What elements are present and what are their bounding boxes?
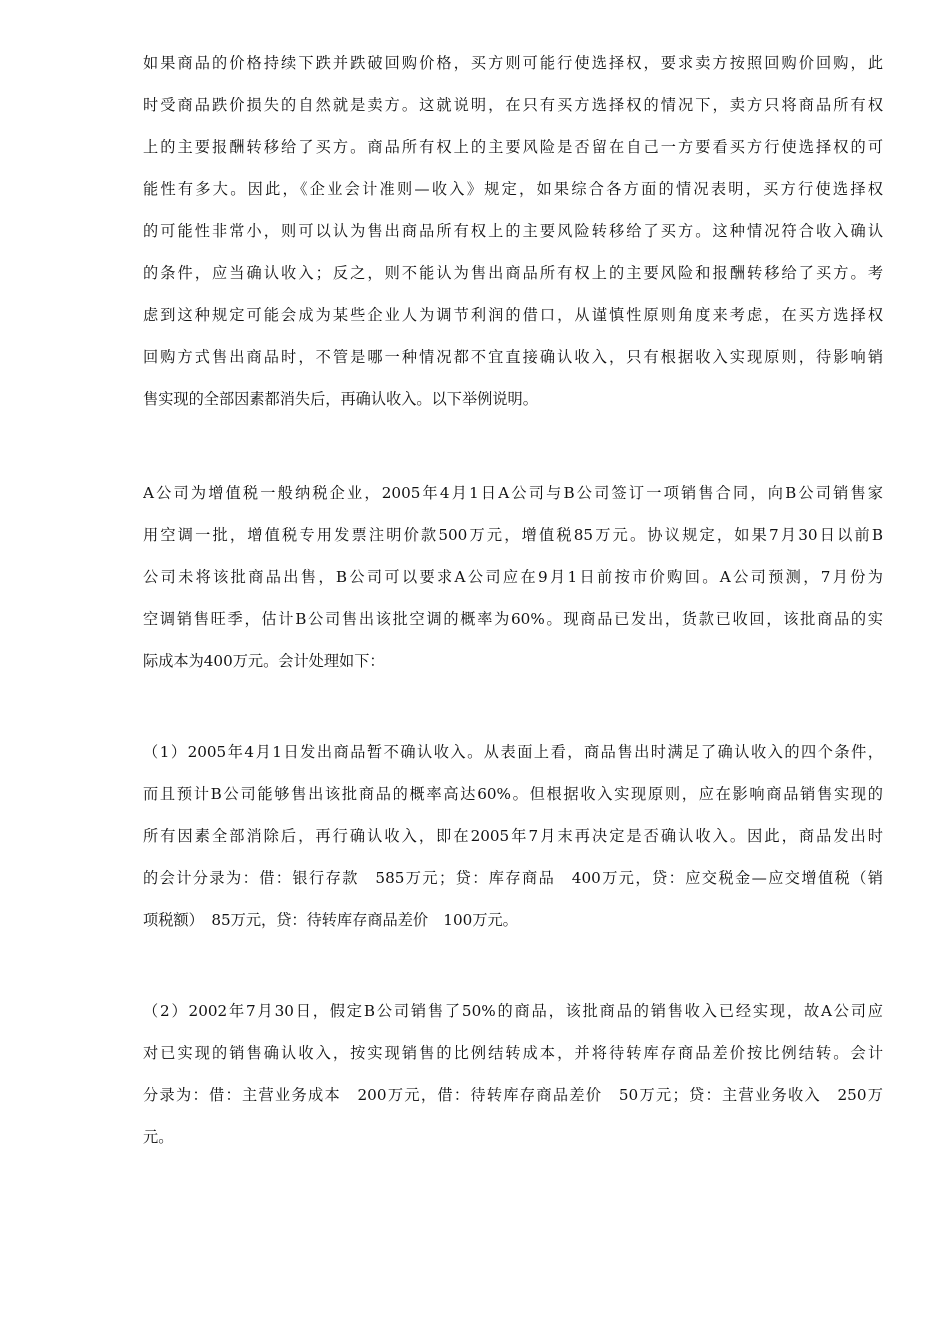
text-line: 元。 xyxy=(143,1128,174,1146)
text-line: 所有因素全部消除后，再行确认收入，即在2005年7月末再决定是否确认收入。因此，商品发出时 xyxy=(143,827,883,845)
text-line: 回购方式售出商品时，不管是哪一种情况都不宜直接确认收入，只有根据收入实现原则，待影响销 xyxy=(143,348,883,366)
text-line: （2）2002年7月30日，假定B公司销售了50%的商品，该批商品的销售收入已经实现，故A公司应 xyxy=(143,1002,883,1020)
text-line: 如果商品的价格持续下跌并跌破回购价格，买方则可能行使选择权，要求卖方按照回购价回购，此 xyxy=(143,54,883,72)
text-line: 上的主要报酬转移给了买方。商品所有权上的主要风险是否留在自己一方要看买方行使选择权的可 xyxy=(143,138,883,156)
text-line: 际成本为400万元。会计处理如下： xyxy=(143,652,385,670)
text-line: 分录为：借：主营业务成本 200万元，借：待转库存商品差价 50万元；贷：主营业务收入 250万 xyxy=(143,1086,883,1104)
text-line: 的条件，应当确认收入；反之，则不能认为售出商品所有权上的主要风险和报酬转移给了买方。考 xyxy=(143,264,883,282)
text-line: （1）2005年4月1日发出商品暂不确认收入。从表面上看，商品售出时满足了确认收入的四个条件， xyxy=(143,743,883,761)
text-line: 的可能性非常小，则可以认为售出商品所有权上的主要风险转移给了买方。这种情况符合收入确认 xyxy=(143,222,883,240)
text-line: 售实现的全部因素都消失后，再确认收入。以下举例说明。 xyxy=(143,390,538,408)
text-line: 用空调一批，增值税专用发票注明价款500万元，增值税85万元。协议规定，如果7月30日以前B xyxy=(143,526,883,544)
text-line: 对已实现的销售确认收入，按实现销售的比例结转成本，并将待转库存商品差价按比例结转。会计 xyxy=(143,1044,883,1062)
text-line: 项税额） 85万元，贷：待转库存商品差价 100万元。 xyxy=(143,911,518,929)
text-line: 虑到这种规定可能会成为某些企业人为调节利润的借口，从谨慎性原则角度来考虑，在买方选择权 xyxy=(143,306,883,324)
text-line: 空调销售旺季，估计B公司售出该批空调的概率为60%。现商品已发出，货款已收回，该批商品的实 xyxy=(143,610,883,628)
text-line: 能性有多大。因此，《企业会计准则—收入》规定，如果综合各方面的情况表明，买方行使选择权 xyxy=(143,180,883,198)
text-line: A公司为增值税一般纳税企业，2005年4月1日A公司与B公司签订一项销售合同，向B公司销售家 xyxy=(143,484,883,502)
text-line: 而且预计B公司能够售出该批商品的概率高达60%。但根据收入实现原则，应在影响商品销售实现的 xyxy=(143,785,883,803)
text-line: 公司未将该批商品出售，B公司可以要求A公司应在9月1日前按市价购回。A公司预测，7月份为 xyxy=(143,568,883,586)
text-line: 的会计分录为：借：银行存款 585万元；贷：库存商品 400万元，贷：应交税金—应交增值税（销 xyxy=(143,869,883,887)
text-line: 时受商品跌价损失的自然就是卖方。这就说明，在只有买方选择权的情况下，卖方只将商品所有权 xyxy=(143,96,883,114)
